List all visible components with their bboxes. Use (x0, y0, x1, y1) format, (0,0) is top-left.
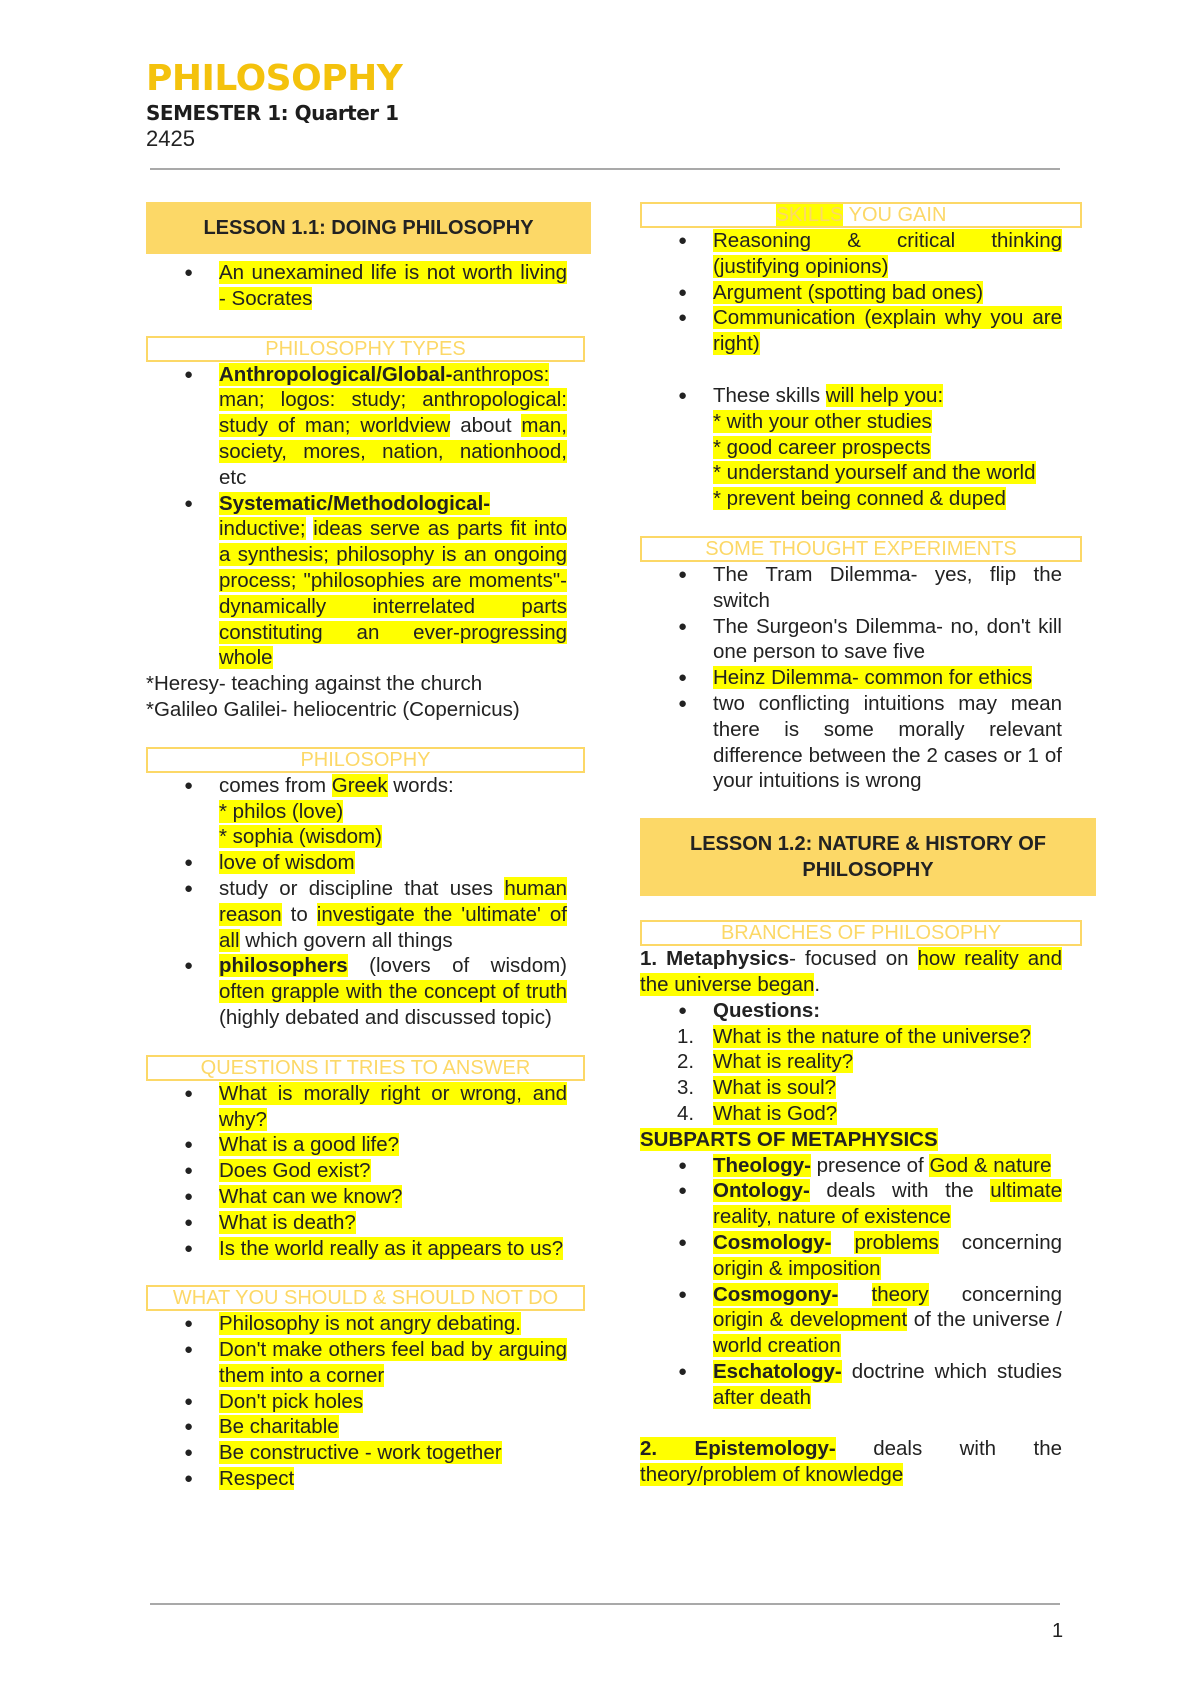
term-philosophers: philosophers (219, 954, 348, 978)
text-segment: * philos (love) (219, 799, 344, 823)
lesson-1-1-heading: LESSON 1.1: DOING PHILOSOPHY (146, 202, 591, 254)
list-item (146, 1132, 591, 1158)
list-item (640, 1230, 1088, 1282)
metaphysics-paragraph (640, 946, 1088, 998)
text-segment: Don't pick holes (219, 1389, 364, 1413)
text-segment: What is God? (713, 1101, 838, 1125)
text-segment: The Surgeon's Dilemma- no, don't kill one person to save five (713, 614, 1062, 664)
text-segment: origin & development (713, 1308, 908, 1332)
header-divider (150, 168, 1060, 170)
list-item (640, 1049, 1088, 1075)
text-segment: SUBPARTS OF METAPHYSICS (640, 1127, 938, 1151)
term-cosmogony: Cosmogony- (713, 1282, 839, 1306)
list-item (640, 691, 1088, 794)
term-cosmology: Cosmology- (713, 1230, 832, 1254)
text-segment: investigate the 'ultimate' of all (219, 902, 568, 952)
text-segment: presence of (810, 1153, 930, 1177)
term-epistemology: 2. Epistemology- (640, 1437, 836, 1461)
subparts-heading (640, 1127, 1088, 1153)
quote-list (146, 260, 591, 312)
should-list (146, 1311, 591, 1492)
text-segment: What is soul? (713, 1076, 837, 1100)
skills-heading (640, 202, 1082, 228)
text-segment: - focused on (789, 947, 918, 971)
text-segment: deals with the (809, 1179, 991, 1203)
text-segment: What can we know? (219, 1184, 403, 1208)
text-segment: two conflicting intuitions may mean there is some morally relevant difference between the 2 cases or 1 of your intuitions is wrong (713, 691, 1062, 793)
philosophy-types-list (146, 362, 591, 672)
list-item (640, 383, 1088, 512)
text-segment: study or discipline that uses (219, 876, 505, 900)
text-segment: ideas serve as parts fit into a synthesis; philosophy is an ongoing process; "philosophies are moments"- dynamically interrelated parts constituting an ever-progressing whole (219, 517, 567, 670)
text-segment: * understand yourself and the world (713, 461, 1036, 485)
text-segment: Reasoning & critical thinking (justifying opinions) (713, 229, 1062, 278)
lesson-1-2-heading: LESSON 1.2: NATURE & HISTORY OF PHILOSOPHY (640, 818, 1096, 896)
text-segment: deals with the (835, 1437, 1062, 1461)
text-segment: * sophia (wisdom) (219, 825, 382, 849)
text-segment: human reason (219, 876, 567, 926)
text-segment: 4. (677, 1101, 695, 1125)
list-item (640, 1101, 1088, 1127)
skills-help-list (640, 383, 1088, 512)
spacer (640, 357, 1088, 383)
text-segment: 1. (677, 1024, 695, 1048)
text-segment: * prevent being conned & duped (713, 487, 1006, 511)
term-metaphysics: Metaphysics (666, 947, 790, 971)
list-item (640, 1024, 1088, 1050)
list-item (146, 260, 591, 312)
questions-label-list (640, 998, 1088, 1024)
text-segment: The Tram Dilemma- yes, flip the switch (713, 562, 1062, 612)
experiments-heading: SOME THOUGHT EXPERIMENTS (640, 536, 1082, 562)
text-segment: often grapple with the concept of truth (219, 980, 567, 1004)
should-heading: WHAT YOU SHOULD & SHOULD NOT DO (146, 1285, 585, 1311)
epistemology-paragraph (640, 1436, 1088, 1488)
list-item (146, 1440, 591, 1466)
text-segment: Philosophy is not angry debating. (219, 1312, 522, 1336)
list-item (146, 362, 591, 491)
text-segment: concerning (938, 1230, 1063, 1254)
text-segment: 1. (640, 947, 658, 971)
list-item (146, 1337, 591, 1389)
text-segment: What is reality? (713, 1050, 854, 1074)
list-item (640, 665, 1088, 691)
text-segment: comes from (219, 773, 332, 797)
list-item (640, 1359, 1088, 1411)
text-segment (838, 1283, 871, 1306)
text-segment: problems (854, 1230, 939, 1254)
text-segment: What is a good life? (219, 1133, 400, 1157)
text-segment: Is the world really as it appears to us? (219, 1236, 564, 1260)
text-segment: world creation (713, 1334, 841, 1358)
right-column (640, 202, 1088, 1488)
list-item (146, 1081, 591, 1133)
term-anthropological: Anthropological/Global- (219, 362, 453, 386)
text-segment: about (450, 414, 522, 438)
list-item (146, 1158, 591, 1184)
text-segment: Heinz Dilemma- common for ethics (713, 666, 1032, 690)
list-item (640, 280, 1088, 306)
text-segment: Communication (explain why you are right) (713, 306, 1062, 356)
socrates-quote: An unexamined life is not worth living - Socrates (219, 261, 567, 310)
text-segment: Questions: (713, 998, 821, 1022)
list-item (146, 850, 591, 876)
text-segment: theory/problem of knowledge (640, 1463, 904, 1487)
text-segment: What is morally right or wrong, and why? (219, 1081, 567, 1131)
list-item (640, 228, 1088, 280)
list-item (640, 998, 1088, 1024)
footer-divider (150, 1603, 1060, 1605)
text-segment: after death (713, 1385, 812, 1409)
left-column (146, 202, 591, 1492)
text-segment: SKILLS (775, 204, 844, 226)
text-segment: which govern all things (239, 928, 453, 952)
list-item (146, 1414, 591, 1440)
text-segment: of the universe / (907, 1308, 1062, 1332)
text-segment: origin & imposition (713, 1256, 881, 1280)
document-header (146, 58, 1056, 152)
text-segment: doctrine which studies (841, 1359, 1062, 1383)
term-systematic: Systematic/Methodological- (219, 491, 491, 515)
text-segment: study of man; worldview (219, 414, 451, 438)
philosophy-types-heading: PHILOSOPHY TYPES (146, 336, 585, 362)
text-segment: God & nature (929, 1153, 1052, 1177)
text-segment: Be charitable (219, 1415, 339, 1439)
text-segment: (lovers of wisdom) (347, 954, 567, 978)
questions-heading: QUESTIONS IT TRIES TO ANSWER (146, 1055, 585, 1081)
list-item (146, 1210, 591, 1236)
list-item (146, 1236, 591, 1262)
list-item (146, 1389, 591, 1415)
text-segment: Greek (331, 773, 388, 797)
text-segment: to (281, 902, 317, 926)
subparts-list (640, 1153, 1088, 1411)
text-segment: how reality and the universe began (640, 947, 1062, 996)
list-item (146, 1311, 591, 1337)
document-subtitle: SEMESTER 1: Quarter 1 (146, 101, 399, 125)
text-segment: man, society, mores, nation, nationhood, (219, 414, 567, 463)
text-segment: Be constructive - work together (219, 1441, 502, 1465)
text-segment: will help you: (825, 383, 944, 407)
text-segment: love of wisdom (219, 851, 355, 875)
text-segment: . (814, 972, 821, 996)
text-segment: inductive; (219, 517, 306, 541)
text-segment (831, 1231, 854, 1254)
list-item (640, 1282, 1088, 1359)
list-item (640, 305, 1088, 357)
metaphysics-questions (640, 1024, 1088, 1127)
text-segment: ultimate reality, nature of existence (713, 1179, 1062, 1229)
text-segment: Does God exist? (219, 1159, 371, 1183)
list-item (146, 491, 591, 672)
list-item (640, 562, 1088, 614)
philosophy-list (146, 773, 591, 1031)
list-item (146, 1466, 591, 1492)
list-item (640, 1153, 1088, 1179)
note-galileo: *Galileo Galilei- heliocentric (Copernicus) (146, 697, 520, 721)
philosophy-heading: PHILOSOPHY (146, 747, 585, 773)
document-code: 2425 (146, 126, 195, 151)
spacer (640, 1410, 1088, 1436)
text-segment: Argument (spotting bad ones) (713, 280, 984, 304)
skills-list (640, 228, 1088, 357)
list-item (640, 1075, 1088, 1101)
text-segment: These skills (713, 383, 826, 407)
experiments-list (640, 562, 1088, 794)
list-item (146, 953, 591, 1030)
text-segment: * good career prospects (713, 435, 931, 459)
term-eschatology: Eschatology- (713, 1359, 842, 1383)
document-title: PHILOSOPHY (146, 58, 403, 99)
text-segment: concerning (928, 1282, 1063, 1306)
branches-heading: BRANCHES OF PHILOSOPHY (640, 920, 1082, 946)
list-item (146, 1184, 591, 1210)
list-item (640, 614, 1088, 666)
page-number: 1 (1052, 1620, 1064, 1642)
text-segment: Don't make others feel bad by arguing them into a corner (219, 1338, 567, 1387)
note-heresy: *Heresy- teaching against the church (146, 672, 483, 696)
text-segment: What is death? (219, 1210, 356, 1234)
text-segment: What is the nature of the universe? (713, 1024, 1031, 1048)
text-segment: 2. (677, 1050, 695, 1074)
term-ontology: Ontology- (713, 1179, 810, 1203)
text-segment: Respect (219, 1467, 295, 1491)
questions-list (146, 1081, 591, 1262)
term-theology: Theology- (713, 1153, 811, 1177)
text-segment: words: (387, 773, 454, 797)
list-item (640, 1178, 1088, 1230)
text-segment: * with your other studies (713, 409, 932, 433)
text-segment: etc (219, 465, 247, 489)
text-segment: 3. (677, 1076, 695, 1100)
list-item (146, 876, 591, 953)
text-segment: (highly debated and discussed topic) (219, 1005, 552, 1029)
text-segment: anthropos: man; logos: study; anthropological: (219, 362, 567, 412)
text-segment: theory (871, 1282, 929, 1306)
text-segment: YOU GAIN (843, 204, 947, 226)
list-item (146, 773, 591, 850)
